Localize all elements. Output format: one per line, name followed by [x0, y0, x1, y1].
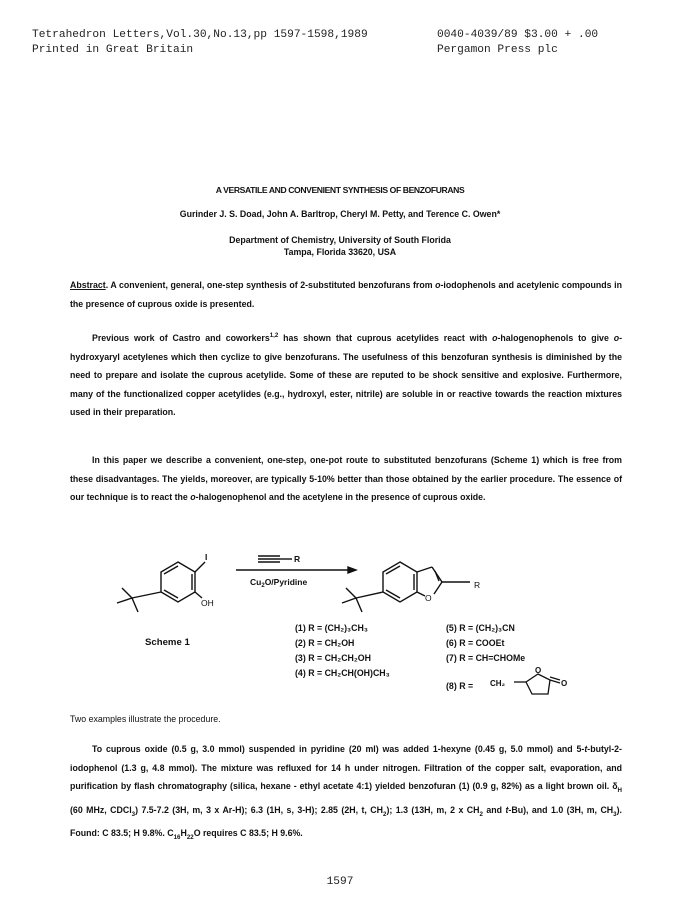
- intro-ortho-1: o: [492, 332, 498, 343]
- conditions-label: $Cu_2O$/Pyridine: [250, 577, 308, 589]
- proc-cdcl-sub: 3: [131, 810, 136, 818]
- scheme-label: Scheme 1: [145, 637, 190, 648]
- header-left: [32, 28, 368, 58]
- start-benzene-ring: [161, 562, 195, 602]
- product-r-label: R: [474, 580, 481, 590]
- reaction-scheme: [0, 540, 680, 630]
- journal-citation: Tetrahedron Letters,Vol.30,No.13,pp 1597-1598,1989: [32, 29, 368, 41]
- proc-formula-rest: O requires C 83.5; H 9.6%.: [193, 827, 303, 838]
- proc-formula-sub-1: 16: [173, 833, 181, 841]
- method-ortho: o: [190, 492, 196, 503]
- author-list: Gurinder J. S. Doad, John A. Barltrop, Cheryl M. Petty, and Terence C. Owen*: [179, 209, 501, 219]
- furan-o-label: O: [425, 593, 432, 603]
- price-code: 0040-4039/89 $3.00 + .00: [437, 29, 599, 41]
- lactone-structure: [490, 666, 580, 700]
- intro-text-4: -hydroxyaryl acetylenes which then cyclize to give benzofurans. The usefulness of this benzofuran synthesis is diminished by the need to prepare and isolate the cuprous acetylide. Some of these are reputed to be shock sensitive and explosive. Furthermore, many of the functionalized copper acetylides (e.g., hydroxyl, ester, nitrile) are soluble in or reactive towards the reaction mixtures used in their preparation.: [70, 332, 622, 418]
- page-number: 1597: [326, 876, 354, 888]
- substituent-8: [446, 679, 473, 694]
- abstract-label: Abstract: [70, 280, 106, 290]
- substituent-list-left: [295, 621, 390, 681]
- substituent-4: (4) R = CH₂CH(OH)CH₃: [295, 668, 390, 678]
- lactone-ring-o: O: [535, 666, 542, 675]
- iodo-label: I: [205, 552, 208, 562]
- method-paragraph: [70, 451, 622, 507]
- header-right: [437, 28, 598, 58]
- printed-in: Printed in Great Britain: [32, 44, 194, 56]
- substituent-7: (7) R = CH=CHOMe: [446, 653, 526, 663]
- product-benzene-ring: [383, 562, 417, 602]
- intro-ortho-2: o: [613, 332, 620, 343]
- hydroxy-label: OH: [201, 598, 214, 608]
- proc-text-1: To cuprous oxide (0.5 g, 3.0 mmol) suspended in pyridine (20 ml) was added 1-hexyne (0.45 g, 5.0 mmol) and 5-: [92, 744, 585, 754]
- substituent-6: (6) R = COOEt: [446, 638, 505, 648]
- affiliation-line-1: Department of Chemistry, University of South Florida: [229, 235, 451, 245]
- substituent-2: (2) R = CH₂OH: [295, 638, 355, 648]
- proc-text-7: -Bu), and 1.0 (3H, m, CH: [508, 804, 614, 815]
- lactone-carbonyl-o: O: [561, 679, 568, 688]
- intro-text-1: Previous work of Castro and coworkers: [92, 332, 270, 343]
- intro-text-2: has shown that cuprous acetylides react with: [278, 332, 493, 343]
- substituent-5: (5) R = (CH₂)₃CN: [446, 623, 515, 633]
- proc-ch2-sub-2: 2: [479, 810, 483, 818]
- proc-text-5: ); 1.3 (13H, m, 2 x CH: [386, 804, 480, 815]
- proc-delta-sub: H: [617, 786, 622, 794]
- proc-tert-1: t: [584, 744, 588, 754]
- intro-paragraph: [70, 327, 622, 422]
- abstract-text-a: . A convenient, general, one-step synthesis of 2-substituted benzofurans from: [105, 280, 436, 290]
- affiliation: [0, 234, 680, 258]
- abstract: [70, 276, 622, 313]
- publisher: Pergamon Press plc: [437, 44, 558, 56]
- proc-formula-sub-2: 22: [186, 833, 194, 841]
- proc-formula-h: H: [180, 827, 187, 838]
- proc-text-6: and: [482, 804, 506, 815]
- substituent-1: (1) R = (CH₂)₃CH₃: [295, 623, 368, 633]
- proc-ch2-sub-1: 2: [383, 810, 387, 818]
- proc-text-8: ). Found: C 83.5; H 9.8%. C: [70, 804, 622, 838]
- intro-text-3: -halogenophenols to give: [497, 332, 614, 343]
- substituent-3: (3) R = CH₂CH₂OH: [295, 653, 371, 663]
- examples-text: Two examples illustrate the procedure.: [70, 714, 221, 724]
- proc-tert-2: t: [505, 804, 509, 815]
- method-text-1: In this paper we describe a convenient, one-step, one-pot route to substituted benzofurans (Scheme 1) which is free from these disadvantages. The yields, moreover, are typically 5-10% better than those obtained by the earlier procedure. The essence of our technique is to react the: [70, 455, 622, 503]
- lactone-ch2: CH₂: [490, 679, 506, 688]
- article-title: A VERSATILE AND CONVENIENT SYNTHESIS OF BENZOFURANS: [215, 185, 465, 195]
- proc-text-3: (60 MHz, CDCl: [70, 804, 132, 815]
- reagent-r-label: R: [294, 554, 301, 564]
- method-text-2: -halogenophenol and the acetylene in the presence of cuprous oxide.: [195, 492, 486, 503]
- substituent-list-right: [446, 621, 525, 666]
- citation-ref: 1,2: [269, 332, 279, 339]
- procedure-paragraph: [70, 740, 622, 847]
- affiliation-line-2: Tampa, Florida 33620, USA: [283, 247, 397, 257]
- proc-ch3-sub: 3: [613, 810, 617, 818]
- abstract-text-b: -iodophenols and acetylenic compounds in the presence of cuprous oxide is presented.: [70, 280, 622, 309]
- proc-text-2: -butyl-2-iodophenol (1.3 g, 4.8 mmol). The mixture was refluxed for 14 h under nitrogen. Filtration of the copper salt, evaporation, and purification by flash chromatography (silica, hexane - ethyl acetate 4:1) yielded benzofuran (1) (0.9 g, 82%) as a light brown oil. δ: [70, 744, 622, 792]
- substituent-8-label: (8) R =: [446, 681, 474, 691]
- abstract-ortho: o: [435, 280, 441, 290]
- proc-text-4: ) 7.5-7.2 (3H, m, 3 x Ar-H); 6.3 (1H, s, 3-H); 2.85 (2H, t, CH: [135, 804, 383, 815]
- examples-line: [70, 710, 622, 729]
